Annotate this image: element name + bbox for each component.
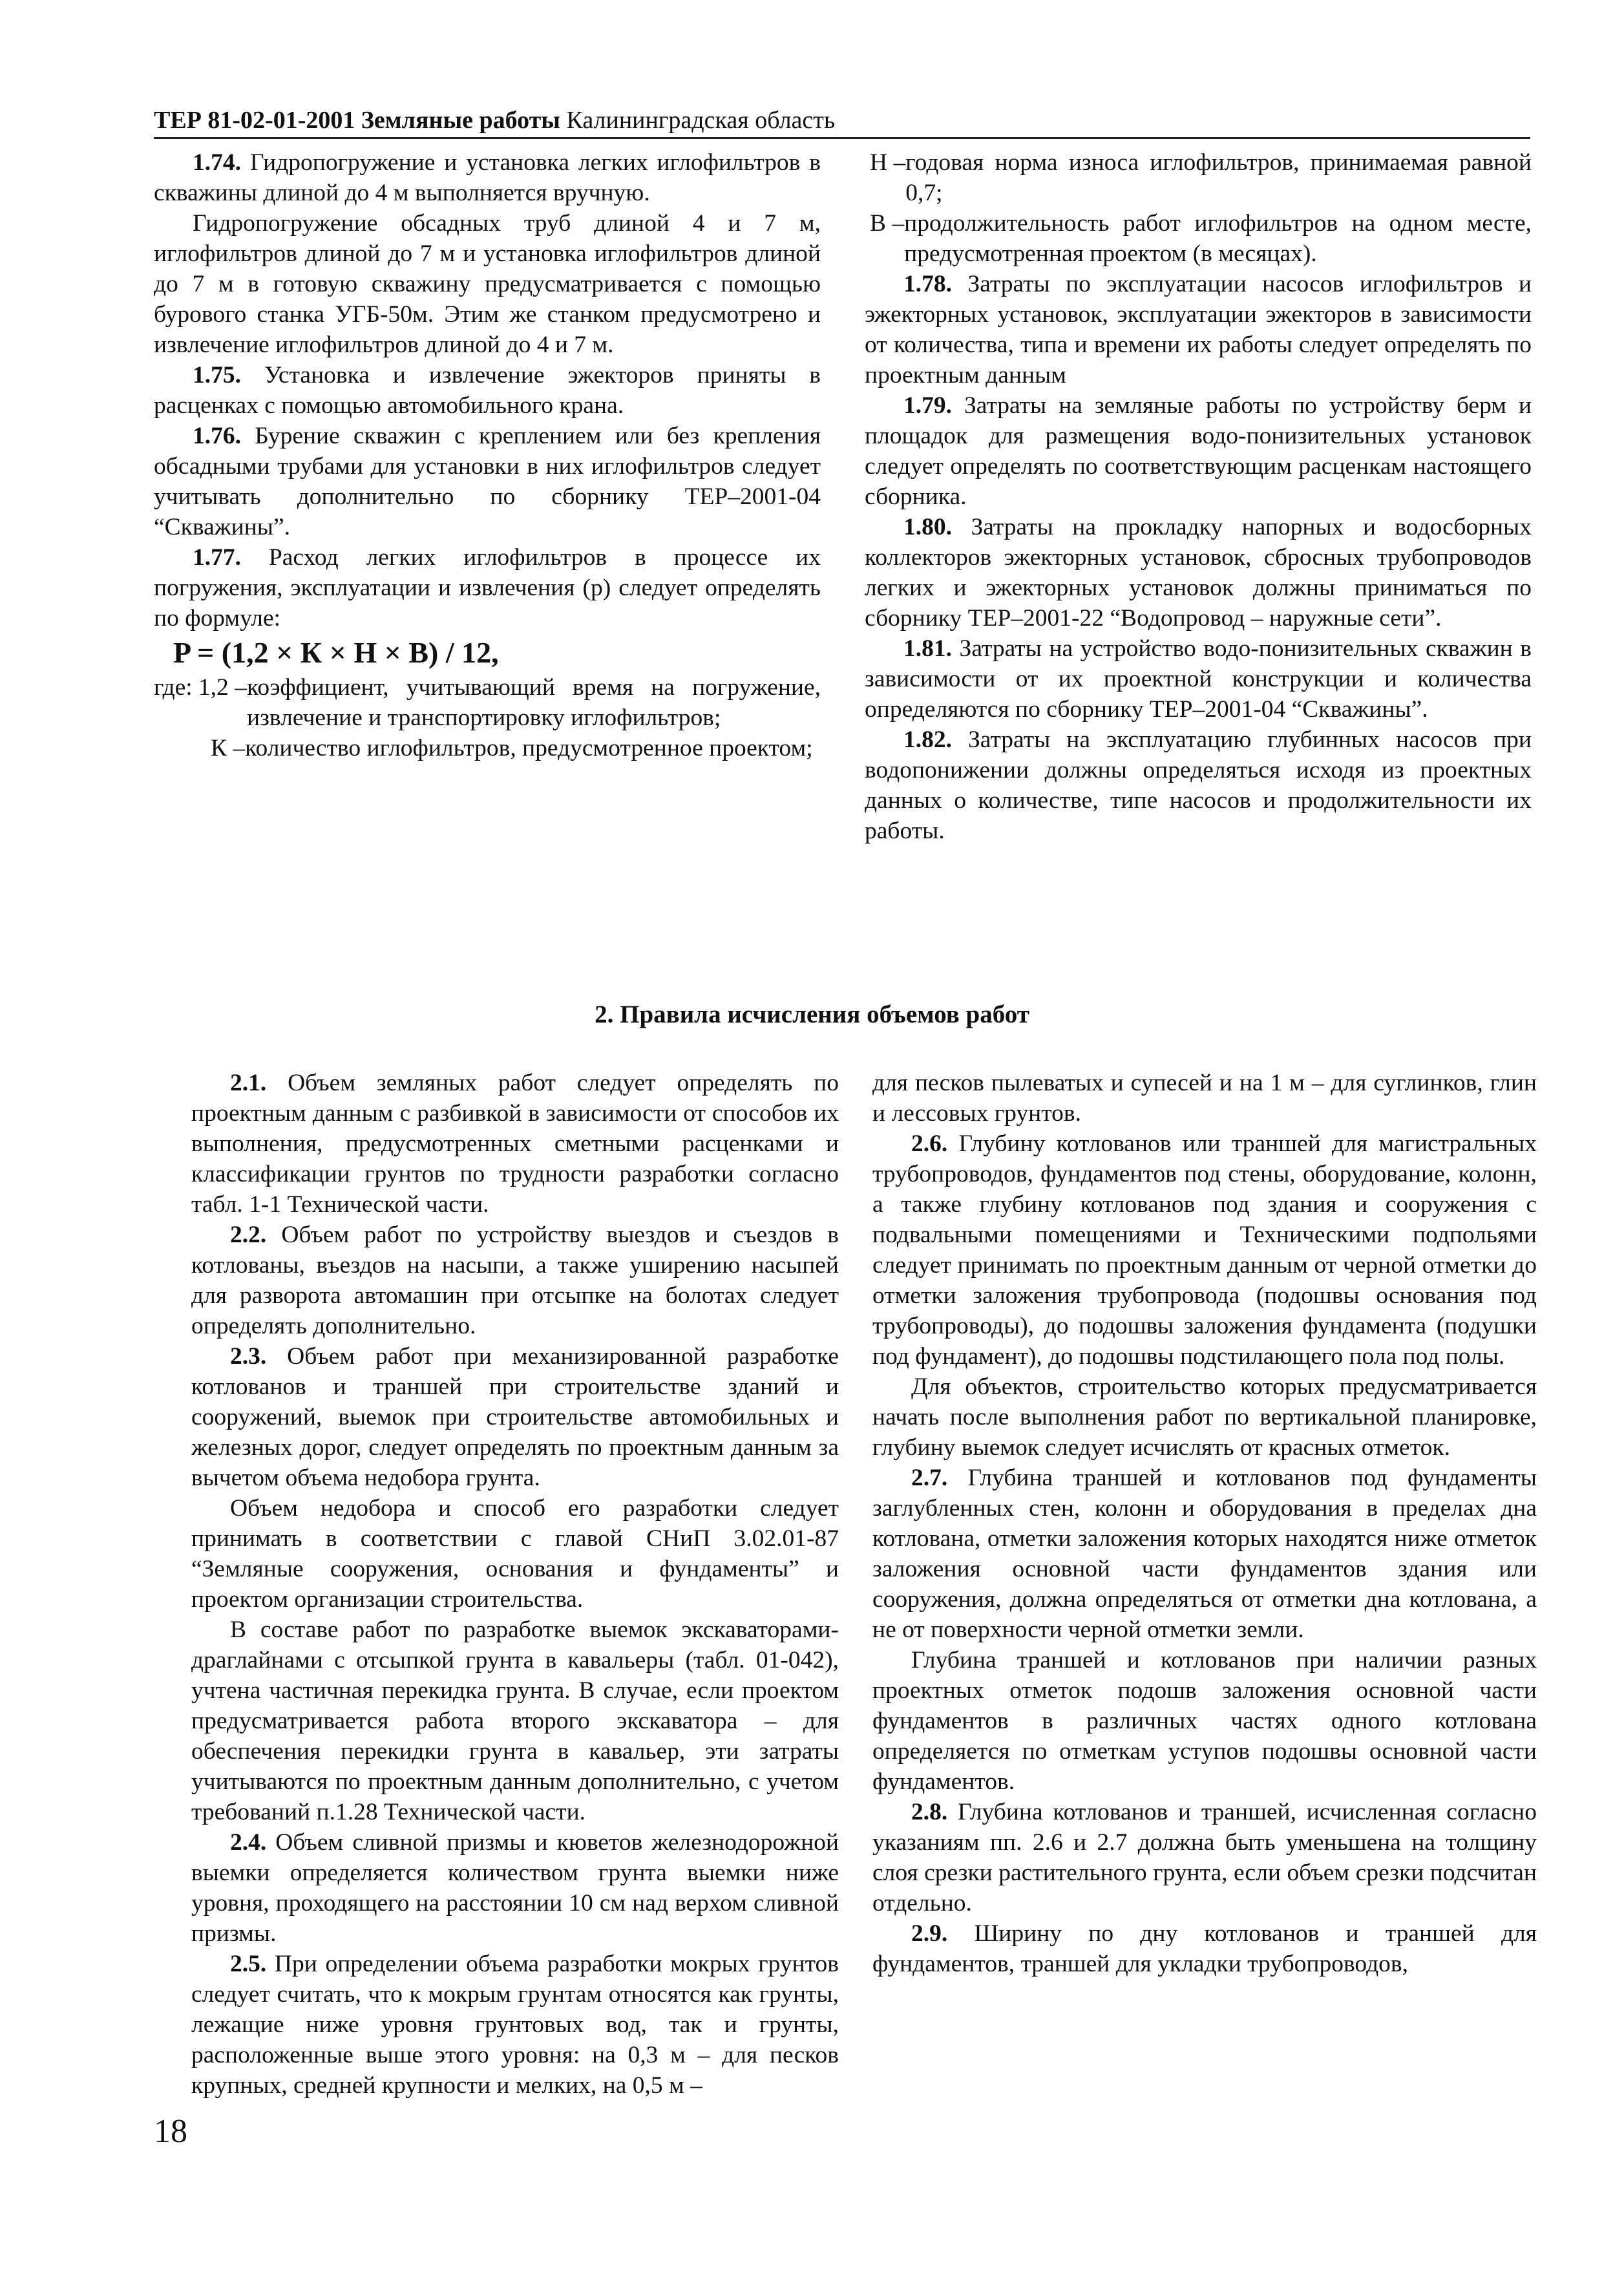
legend-item-k [154, 733, 821, 763]
paragraph-number: 1.77. [193, 544, 241, 571]
paragraph-text: Установка и извлечение эжекторов приняты в расценках с помощью автомобильного крана. [154, 362, 821, 419]
paragraph-2-1 [191, 1068, 839, 1220]
paragraph-2-9 [872, 1918, 1537, 1979]
legend-term: К – [211, 735, 246, 761]
paragraph-number: 2.4. [230, 1829, 267, 1856]
paragraph-1-82 [865, 725, 1532, 846]
paragraph-2-6 [872, 1129, 1537, 1372]
legend-term: В – [870, 210, 905, 237]
paragraph-2-2 [191, 1220, 839, 1341]
paragraph-text: Глубина котлованов и траншей, исчисленная согласно указаниям пп. 2.6 и 2.7 должна быть уменьшена на толщину слоя срезки растительного грунта, если объем срезки подсчитан отдельно. [872, 1799, 1537, 1916]
header-code: ТЕР 81-02-01-2001 [154, 107, 355, 134]
legend-item-1-2 [154, 672, 821, 733]
bottom-right-column [872, 1068, 1537, 1979]
legend-description: коэффициент, учитывающий время на погружение, извлечение и транспортировку иглофильтров; [247, 674, 821, 731]
paragraph-1-77 [154, 542, 821, 633]
paragraph-2-3b: Объем недобора и способ его разработки следует принимать в соответствии с главой СНиП 3.02.01-87 “Земляные сооружения, основания и фундаменты” и проектом организации строительства. [191, 1495, 839, 1613]
paragraph-number: 1.82. [903, 727, 952, 753]
paragraph-number: 2.5. [230, 1951, 267, 1977]
paragraph-text: Затраты на земляные работы по устройству берм и площадок для размещения водо-понизительных установок следует определять по соответствующим расценкам настоящего сборника. [865, 392, 1532, 510]
paragraph-number: 1.80. [903, 514, 952, 540]
paragraph-number: 2.3. [230, 1343, 267, 1370]
paragraph-text: Объем земляных работ следует определять по проектным данным с разбивкой в зависимости от способов их выполнения, предусмотренных сметными расценками и классификации грунтов по трудности разработки согласно табл. 1-1 Технической части. [191, 1070, 839, 1218]
paragraph-text: Бурение скважин с креплением или без крепления обсадными трубами для установки в них иглофильтров следует учитывать дополнительно по сборнику ТЕР–2001-04 “Скважины”. [154, 423, 821, 540]
paragraph-text: Глубину котлованов или траншей для магистральных трубопроводов, фундаментов под стены, оборудование, колонн, а также глубину котлованов под здания и сооружения с подвальными помещениями и Техническими подпольями следует принимать по проектным данным от черной отметки до отметки заложения трубопровода (подошвы основания под трубопроводы), до подошвы заложения фундамента (подушки под фундамент), до подошвы подстилающего пола под полы. [872, 1130, 1537, 1370]
paragraph-2-6b: Для объектов, строительство которых предусматривается начать после выполнения работ по вертикальной планировке, глубину выемок следует исчислять от красных отметок. [872, 1374, 1537, 1461]
paragraph-2-5 [191, 1949, 839, 2101]
paragraph-1-75 [154, 360, 821, 421]
paragraph-text: Затраты на эксплуатацию глубинных насосов при водопонижении должны определяться исходя из проектных данных о количестве, типе насосов и продолжительности их работы. [865, 727, 1532, 844]
top-right-column [865, 147, 1532, 846]
paragraph-2-3 [191, 1341, 839, 1493]
paragraph-text: Ширину по дну котлованов и траншей для фундаментов, траншей для укладки трубопроводов, [872, 1920, 1537, 1977]
paragraph-number: 1.76. [193, 423, 241, 449]
paragraph-2-3c: В составе работ по разработке выемок экскаваторами-драглайнами с отсыпкой грунта в кавальеры (табл. 01-042), учтена частичная перекидка грунта. В случае, если проектом предусматривается работа второго экскаватора – для обеспечения перекидки грунта в кавальер, эти затраты учитываются по проектным данным дополнительно, с учетом требований п.1.28 Технической части. [191, 1617, 839, 1825]
legend-description: годовая норма износа иглофильтров, принимаемая равной 0,7; [905, 149, 1532, 206]
paragraph-text: Объем работ по устройству выездов и съездов в котлованы, въездов на насыпи, а также уширению насыпей для разворота автомашин при отсыпке на болотах следует определять дополнительно. [191, 1222, 839, 1339]
paragraph-text: Затраты по эксплуатации насосов иглофильтров и эжекторных установок, эксплуатации эжекторов в зависимости от количества, типа и времени их работы следует определять по проектным данным [865, 271, 1532, 388]
paragraph-1-74b: Гидропогружение обсадных труб длиной 4 и 7 м, иглофильтров длиной до 7 м и установка иглофильтров длиной до 7 м в готовую скважину предусматривается с помощью бурового станка УГБ-50м. Этим же станком предусмотрено и извлечение иглофильтров длиной до 4 и 7 м. [154, 210, 821, 358]
paragraph-1-74 [154, 147, 821, 208]
legend-description: количество иглофильтров, предусмотренное проектом; [245, 735, 813, 761]
paragraph-2-4 [191, 1827, 839, 1949]
paragraph-text: Затраты на прокладку напорных и водосборных коллекторов эжекторных установок, сбросных трубопроводов легких и эжекторных установок должны приниматься по сборнику ТЕР–2001-22 “Водопровод – наружные сети”. [865, 514, 1532, 631]
paragraph-2-7b: Глубина траншей и котлованов при наличии разных проектных отметок подошв заложения основной части фундаментов в различных частях одного котлована определяется по отметкам уступов подошвы основной части фундаментов. [872, 1647, 1537, 1795]
paragraph-1-81 [865, 633, 1532, 725]
paragraph-number: 2.2. [230, 1222, 267, 1248]
legend-item-h [865, 147, 1532, 208]
paragraph-2-5-continued: для песков пылеватых и супесей и на 1 м – для суглинков, глин и лессовых грунтов. [872, 1070, 1537, 1127]
paragraph-number: 1.74. [193, 149, 241, 176]
top-left-column [154, 147, 821, 763]
legend-description: продолжительность работ иглофильтров на одном месте, предусмотренная проектом (в месяцах). [904, 210, 1532, 267]
section-title: 2. Правила исчисления объемов работ [595, 1001, 1029, 1028]
paragraph-number: 1.75. [193, 362, 241, 388]
paragraph-2-7 [872, 1463, 1537, 1645]
paragraph-2-8 [872, 1797, 1537, 1918]
legend-term: Н – [870, 149, 906, 176]
header-region: Калининградская область [566, 107, 836, 134]
paragraph-text: При определении объема разработки мокрых грунтов следует считать, что к мокрым грунтам относятся как грунты, лежащие ниже уровня грунтовых вод, так и грунты, расположенные выше этого уровня: на 0,3 м – для песков крупных, средней крупности и мелких, на 0,5 м – [191, 1951, 839, 2099]
paragraph-text: Объем сливной призмы и кюветов железнодорожной выемки определяется количеством грунта выемки ниже уровня, проходящего на расстоянии 10 см над верхом сливной призмы. [191, 1829, 839, 1947]
paragraph-text: Объем работ при механизированной разработке котлованов и траншей при строительстве зданий и сооружений, выемок при строительстве автомобильных и железных дорог, следует определять по проектным данным за вычетом объема недобора грунта. [191, 1343, 839, 1491]
paragraph-1-80 [865, 512, 1532, 633]
page-number: 18 [154, 2113, 187, 2150]
page-header [154, 103, 1530, 139]
paragraph-1-76 [154, 421, 821, 542]
formula: P = (1,2 × К × H × B) / 12, [173, 636, 499, 669]
bottom-left-column [191, 1068, 839, 2101]
paragraph-number: 2.9. [911, 1920, 948, 1947]
paragraph-1-78 [865, 269, 1532, 390]
header-section: Земляные работы [361, 107, 560, 134]
paragraph-number: 2.8. [911, 1799, 948, 1825]
paragraph-number: 2.1. [230, 1070, 267, 1096]
paragraph-text: Глубина траншей и котлованов под фундаменты заглубленных стен, колонн и оборудования в пределах дна котлована, отметки заложения которых находятся ниже отметок заложения основной части фундаментов здания или сооружения, должна определяться от отметки дна котлована, а не от поверхности черной отметки земли. [872, 1465, 1537, 1643]
paragraph-text: Затраты на устройство водо-понизительных скважин в зависимости от их проектной конструкции и количества определяются по сборнику ТЕР–2001-04 “Скважины”. [865, 635, 1532, 723]
paragraph-text: Расход легких иглофильтров в процессе их погружения, эксплуатации и извлечения (р) следует определять по формуле: [154, 544, 821, 631]
paragraph-1-79 [865, 390, 1532, 512]
legend-item-b [865, 208, 1532, 269]
legend-term: где: 1,2 – [154, 674, 248, 701]
paragraph-number: 2.7. [911, 1465, 948, 1491]
paragraph-number: 2.6. [911, 1130, 948, 1157]
paragraph-number: 1.81. [903, 635, 952, 662]
paragraph-number: 1.79. [903, 392, 952, 419]
paragraph-number: 1.78. [903, 271, 952, 297]
paragraph-text: Гидропогружение и установка легких иглофильтров в скважины длиной до 4 м выполняется вручную. [154, 149, 821, 206]
